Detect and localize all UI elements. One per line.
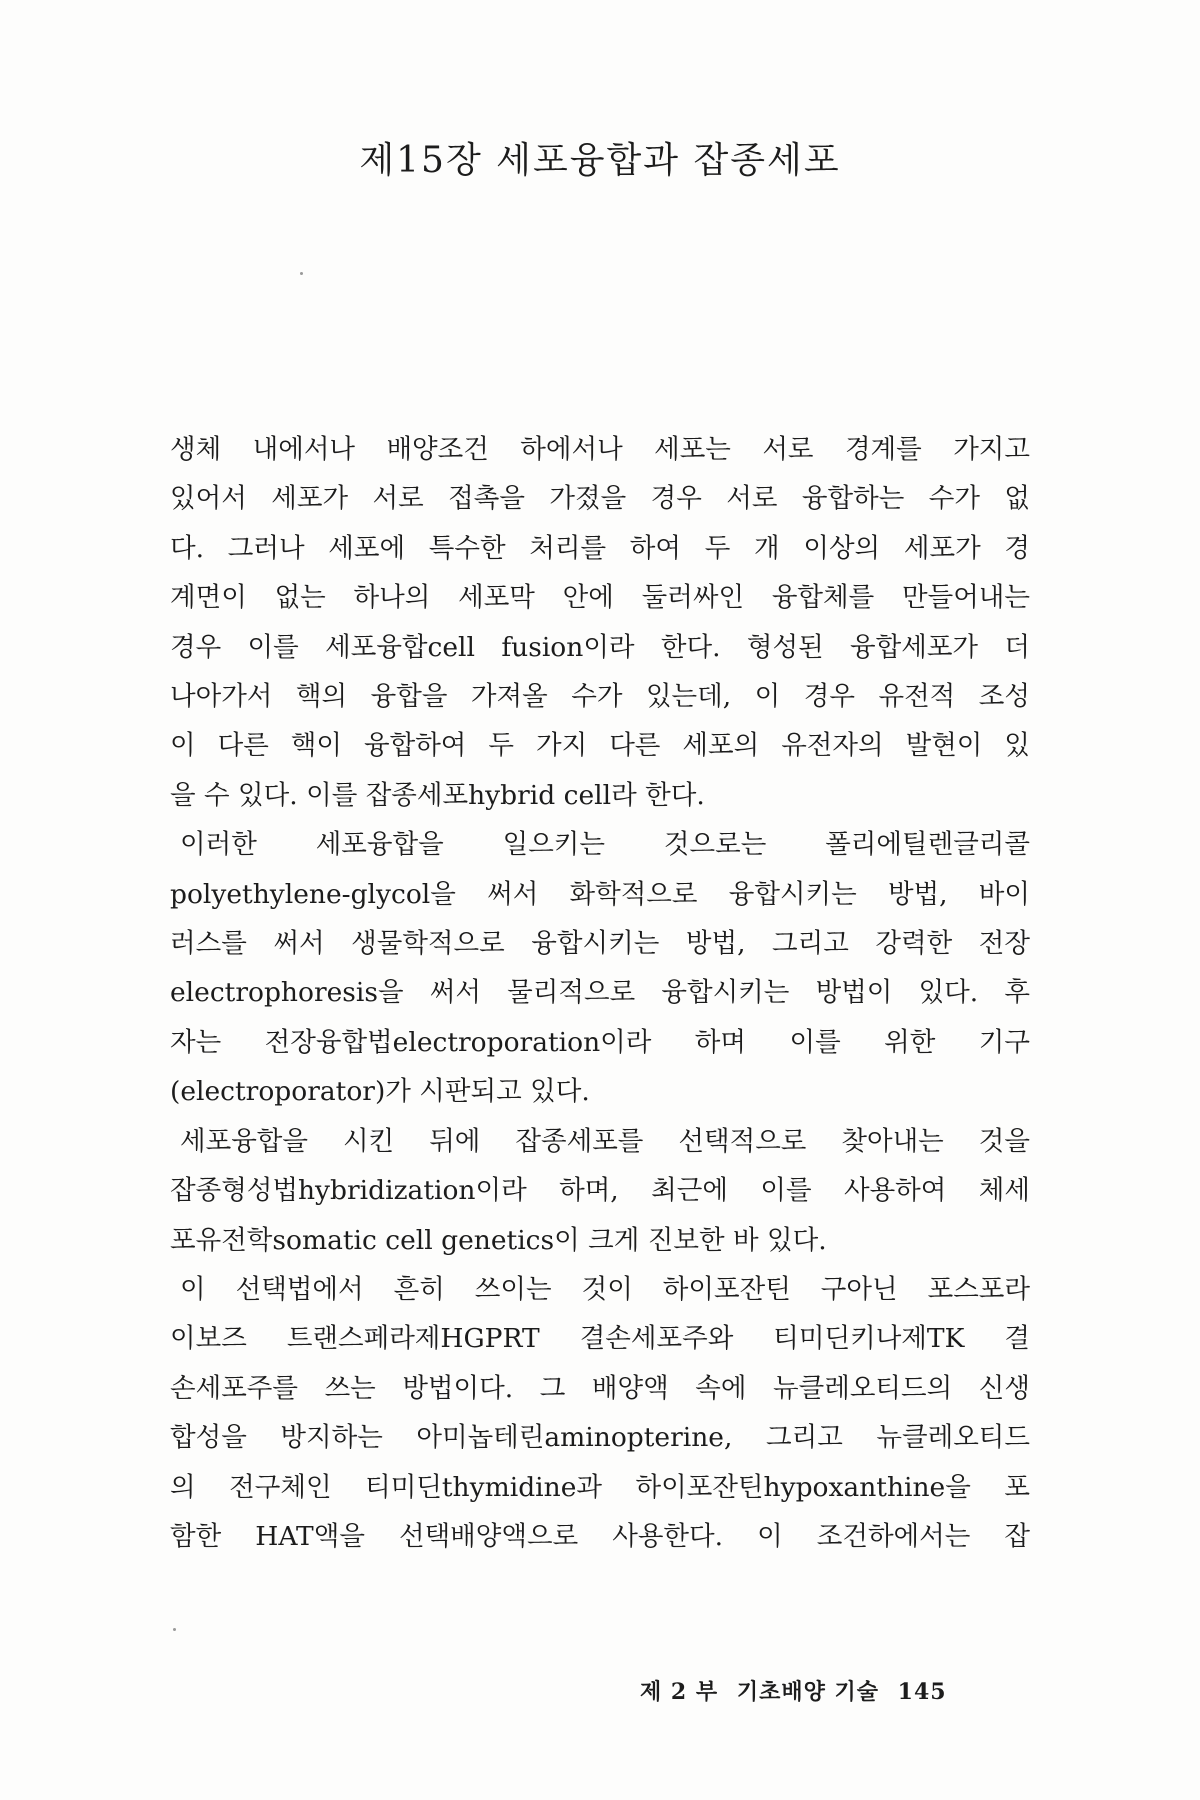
running-footer bbox=[640, 1675, 957, 1706]
text-line: 생체 내에서나 배양조건 하에서나 세포는 서로 경계를 가지고 bbox=[170, 434, 1030, 465]
text-line: 세포융합을 시킨 뒤에 잡종세포를 선택적으로 찾아내는 것을 bbox=[180, 1125, 1030, 1157]
text-line: 있어서 세포가 서로 접촉을 가졌을 경우 서로 융합하는 수가 없 bbox=[170, 483, 1030, 515]
text-line: electrophoresis을 써서 물리적으로 융합시키는 방법이 있다. 후 bbox=[170, 977, 1030, 1009]
text-line: 이 다른 핵이 융합하여 두 가지 다른 세포의 유전자의 발현이 있 bbox=[170, 730, 1030, 762]
text-line: 합성을 방지하는 아미놉테린aminopterine, 그리고 뉴클레오티드 bbox=[170, 1422, 1030, 1454]
text-line: 이 선택법에서 흔히 쓰이는 것이 하이포잔틴 구아닌 포스포라 bbox=[180, 1273, 1030, 1305]
text-line: 나아가서 핵의 융합을 가져올 수가 있는데, 이 경우 유전적 조성 bbox=[170, 681, 1030, 713]
text-line: 다. 그러나 세포에 특수한 처리를 하여 두 개 이상의 세포가 경 bbox=[170, 532, 1030, 564]
footer-section: 기초배양 기술 bbox=[736, 1679, 879, 1705]
text-line: 자는 전장융합법electroporation이라 하며 이를 위한 기구 bbox=[170, 1026, 1030, 1058]
footer-part: 제 2 부 bbox=[640, 1679, 719, 1705]
text-line: (electroporator)가 시판되고 있다. bbox=[170, 1076, 590, 1108]
text-line: 잡종형성법hybridization이라 하며, 최근에 이를 사용하여 체세 bbox=[170, 1175, 1030, 1207]
text-line: polyethylene-glycol을 써서 화학적으로 융합시키는 방법, 바이 bbox=[170, 878, 1030, 910]
scan-speck bbox=[300, 272, 303, 275]
text-line: 이보즈 트랜스페라제HGPRT 결손세포주와 티미딘키나제TK 결 bbox=[170, 1323, 1030, 1355]
text-line: 이러한 세포융합을 일으키는 것으로는 폴리에틸렌글리콜 bbox=[180, 829, 1030, 861]
text-line: 을 수 있다. 이를 잡종세포hybrid cell라 한다. bbox=[170, 779, 705, 811]
text-line: 러스를 써서 생물학적으로 융합시키는 방법, 그리고 강력한 전장 bbox=[170, 928, 1030, 960]
text-line: 경우 이를 세포융합cell fusion이라 한다. 형성된 융합세포가 더 bbox=[170, 631, 1030, 663]
text-line: 의 전구체인 티미딘thymidine과 하이포잔틴hypoxanthine을 포 bbox=[170, 1471, 1030, 1503]
text-line: 함한 HAT액을 선택배양액으로 사용한다. 이 조건하에서는 잡 bbox=[170, 1520, 1030, 1552]
body-text bbox=[170, 425, 1030, 1561]
text-line: 계면이 없는 하나의 세포막 안에 둘러싸인 융합체를 만들어내는 bbox=[170, 582, 1030, 614]
text-line: 손세포주를 쓰는 방법이다. 그 배양액 속에 뉴클레오티드의 신생 bbox=[170, 1372, 1030, 1404]
text-line: 포유전학somatic cell genetics이 크게 진보한 바 있다. bbox=[170, 1224, 827, 1256]
page-number: 145 bbox=[897, 1679, 947, 1705]
chapter-title: 제15장 세포융합과 잡종세포 bbox=[359, 140, 841, 181]
scan-speck bbox=[173, 1628, 176, 1631]
